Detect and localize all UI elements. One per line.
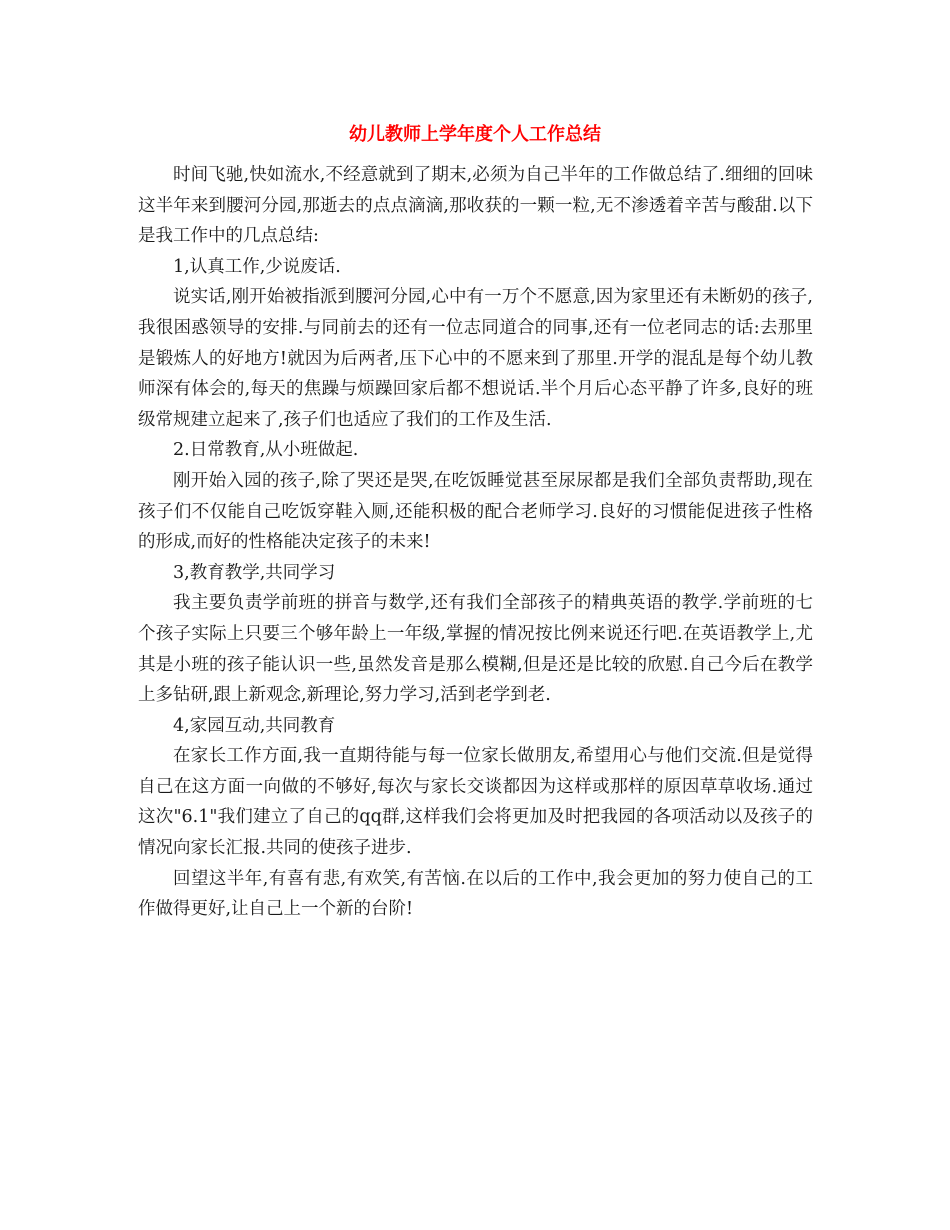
paragraph-intro: 时间飞驰,快如流水,不经意就到了期末,必须为自己半年的工作做总结了.细细的回味这半年来到腰河分园,那逝去的点点滴滴,那收获的一颗一粒,无不渗透着辛苦与酸甜.以下是我工作中的几点总结: (138, 165, 813, 247)
paragraph-section-3: 我主要负责学前班的拼音与数学,还有我们全部孩子的精典英语的教学.学前班的七个孩子实际上只要三个够年龄上一年级,掌握的情况按比例来说还行吧.在英语教学上,尤其是小班的孩子能认识一些,虽然发音是那么模糊,但是还是比较的欣慰.自己今后在教学上多钻研,跟上新观念,新理论,努力学习,活到老学到老. (138, 593, 813, 706)
section-heading-2: 2.日常教育,从小班做起. (173, 440, 359, 461)
paragraph-conclusion: 回望这半年,有喜有悲,有欢笑,有苦恼.在以后的工作中,我会更加的努力使自己的工作做得更好,让自己上一个新的台阶! (138, 868, 813, 920)
paragraph-section-2: 刚开始入园的孩子,除了哭还是哭,在吃饭睡觉甚至尿尿都是我们全部负责帮助,现在孩子们不仅能自己吃饭穿鞋入厕,还能积极的配合老师学习.良好的习惯能促进孩子性格的形成,而好的性格能决定孩子的未来! (138, 470, 813, 553)
section-heading-4: 4,家园互动,共同教育 (173, 715, 336, 736)
section-heading-3: 3,教育教学,共同学习 (173, 562, 336, 583)
document-body (138, 160, 813, 925)
document-title: 幼儿教师上学年度个人工作总结 (349, 124, 601, 145)
paragraph-section-4: 在家长工作方面,我一直期待能与每一位家长做朋友,希望用心与他们交流.但是觉得自己在这方面一向做的不够好,每次与家长交谈都因为这样或那样的原因草草收场.通过这次"6.1"我们建立了自己的qq群,这样我们会将更加及时把我园的各项活动以及孩子的情况向家长汇报.共同的使孩子进步. (138, 746, 813, 859)
section-heading-1: 1,认真工作,少说废话. (173, 256, 341, 277)
paragraph-section-1: 说实话,刚开始被指派到腰河分园,心中有一万个不愿意,因为家里还有未断奶的孩子,我很困惑领导的安排.与同前去的还有一位志同道合的同事,还有一位老同志的话:去那里是锻炼人的好地方!就因为后两者,压下心中的不愿来到了那里.开学的混乱是每个幼儿教师深有体会的,每天的焦躁与烦躁回家后都不想说话.半个月后心态平静了许多,良好的班级常规建立起来了,孩子们也适应了我们的工作及生活. (138, 287, 813, 430)
